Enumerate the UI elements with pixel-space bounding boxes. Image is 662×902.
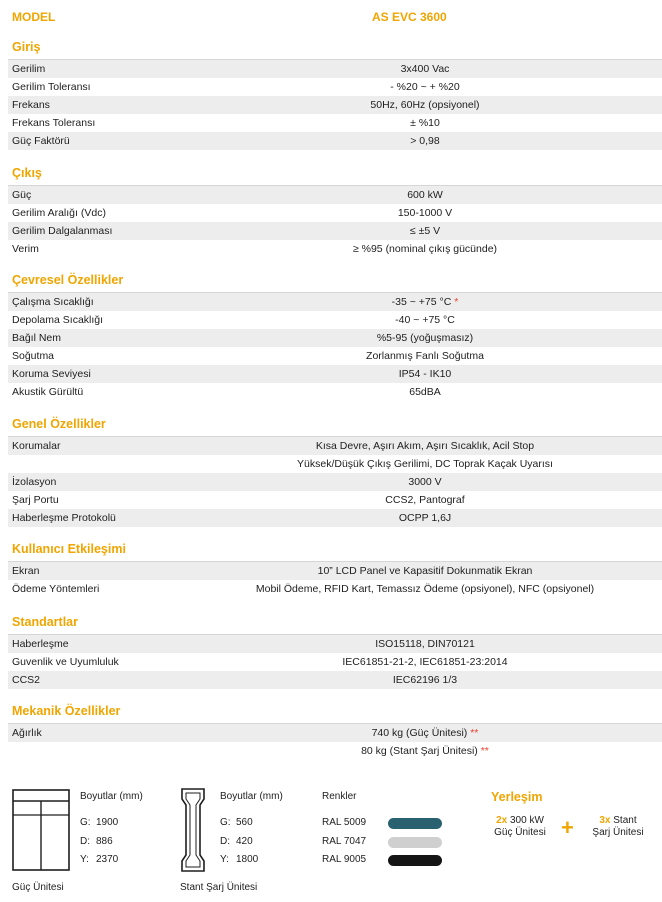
spec-value: Mobil Ödeme, RFID Kart, Temassız Ödeme (opsiyonel), NFC (opsiyonel) <box>255 583 595 595</box>
spec-row <box>8 455 662 473</box>
plus-icon: + <box>561 815 574 840</box>
spec-row <box>8 311 662 329</box>
spec-label: Depolama Sıcaklığı <box>12 314 104 326</box>
section-title: Kullanıcı Etkileşimi <box>12 542 126 556</box>
power-unit-name: Güç Ünitesi <box>12 882 64 893</box>
spec-value: Zorlanmış Fanlı Soğutma <box>366 350 484 362</box>
placement-title: Yerleşim <box>491 790 543 804</box>
spec-value: IEC61851-21-2, IEC61851-23:2014 <box>342 656 508 668</box>
spec-value: Yüksek/Düşük Çıkış Gerilimi, DC Toprak Kaçak Uyarısı <box>297 458 553 470</box>
section-title: Mekanik Özellikler <box>12 704 121 718</box>
model-label: MODEL <box>12 10 56 24</box>
spec-value: ± %10 <box>410 117 440 129</box>
spec-label: CCS2 <box>12 674 41 686</box>
spec-row <box>8 293 662 311</box>
spec-value: 10” LCD Panel ve Kapasitif Dokunmatik Ekran <box>317 565 533 577</box>
spec-label: Gerilim Dalgalanması <box>12 225 113 237</box>
spec-row <box>8 365 662 383</box>
stand-unit-icon <box>178 787 208 873</box>
spec-label: Ağırlık <box>12 727 42 739</box>
spec-row <box>8 240 662 258</box>
colors-title: Renkler <box>322 791 357 802</box>
spec-label: Akustik Gürültü <box>12 386 84 398</box>
color-swatch-1 <box>388 818 442 829</box>
spec-row <box>8 473 662 491</box>
spec-row <box>8 204 662 222</box>
spec-row <box>8 96 662 114</box>
spec-label: Verim <box>12 243 39 255</box>
spec-row <box>8 132 662 150</box>
color-label-2: RAL 7047 <box>322 836 367 847</box>
spec-value: OCPP 1,6J <box>398 512 452 524</box>
spec-value: 600 kW <box>407 189 443 201</box>
spec-row <box>8 347 662 365</box>
spec-row <box>8 78 662 96</box>
spec-value: ≥ %95 (nominal çıkış gücünde) <box>352 243 498 255</box>
spec-row <box>8 580 662 598</box>
spec-row <box>8 383 662 401</box>
placement-stand: 3x Stant Şarj Ünitesi <box>592 815 644 838</box>
footnote-mark: ** <box>480 745 489 757</box>
spec-label: Gerilim Aralığı (Vdc) <box>12 207 106 219</box>
spec-label: İzolasyon <box>12 476 57 488</box>
spec-row <box>8 437 662 455</box>
spec-label: Şarj Portu <box>12 494 59 506</box>
stand-unit-name: Stant Şarj Ünitesi <box>180 882 258 893</box>
stand-dim-y: Y: 1800 <box>220 854 259 865</box>
spec-row <box>8 742 662 760</box>
spec-value: ≤ ±5 V <box>409 225 441 237</box>
stand-dim-g: G: 560 <box>220 817 253 828</box>
spec-value: CCS2, Pantograf <box>385 494 465 506</box>
spec-label: Ekran <box>12 565 40 577</box>
color-label-3: RAL 9005 <box>322 854 367 865</box>
spec-value: 3000 V <box>408 476 442 488</box>
spec-label: Korumalar <box>12 440 61 452</box>
spec-label: Gerilim <box>12 63 46 75</box>
spec-label: Soğutma <box>12 350 55 362</box>
spec-label: Haberleşme <box>12 638 69 650</box>
spec-value: %5-95 (yoğuşmasız) <box>376 332 474 344</box>
section-title: Giriş <box>12 40 41 54</box>
power-dim-d: D: 886 <box>80 836 113 847</box>
model-value: AS EVC 3600 <box>372 10 447 24</box>
section-title: Çıkış <box>12 166 42 180</box>
section-title: Çevresel Özellikler <box>12 273 124 287</box>
color-label-1: RAL 5009 <box>322 817 367 828</box>
spec-label: Ödeme Yöntemleri <box>12 583 100 595</box>
spec-label: Güç <box>12 189 32 201</box>
stand-dims-title: Boyutlar (mm) <box>220 791 283 802</box>
spec-label: Çalışma Sıcaklığı <box>12 296 94 308</box>
bottom-panel <box>0 775 662 902</box>
spec-value: 80 kg (Stant Şarj Ünitesi) ** <box>361 745 489 757</box>
spec-value: -40 ~ +75 °C <box>395 314 455 326</box>
spec-value: 3x400 Vac <box>400 63 450 75</box>
spec-value: ISO15118, DIN70121 <box>375 638 475 650</box>
spec-value: 65dBA <box>409 386 441 398</box>
section-title: Standartlar <box>12 615 78 629</box>
power-dim-g: G: 1900 <box>80 817 119 828</box>
stand-dim-d: D: 420 <box>220 836 253 847</box>
spec-value: IP54 - IK10 <box>398 368 452 380</box>
power-dim-y: Y: 2370 <box>80 854 119 865</box>
spec-value: 50Hz, 60Hz (opsiyonel) <box>370 99 480 111</box>
power-unit-icon <box>12 789 70 871</box>
color-swatch-2 <box>388 837 442 848</box>
spec-label: Guvenlik ve Uyumluluk <box>12 656 119 668</box>
spec-label: Güç Faktörü <box>12 135 70 147</box>
spec-row <box>8 635 662 653</box>
spec-row <box>8 186 662 204</box>
spec-value: - %20 ~ + %20 <box>390 81 460 93</box>
footnote-mark: * <box>454 296 459 308</box>
spec-value: > 0,98 <box>410 135 440 147</box>
spec-value: 740 kg (Güç Ünitesi) ** <box>371 727 479 739</box>
spec-row <box>8 671 662 689</box>
spec-row <box>8 329 662 347</box>
spec-label: Bağıl Nem <box>12 332 62 344</box>
color-swatch-3 <box>388 855 442 866</box>
spec-label: Gerilim Toleransı <box>12 81 91 93</box>
spec-row <box>8 724 662 742</box>
spec-value: 150-1000 V <box>397 207 453 219</box>
model-row <box>0 0 662 30</box>
section-title: Genel Özellikler <box>12 417 106 431</box>
spec-value: Kısa Devre, Aşırı Akım, Aşırı Sıcaklık, Acil Stop <box>315 440 535 452</box>
spec-row <box>8 222 662 240</box>
spec-row <box>8 114 662 132</box>
spec-row <box>8 562 662 580</box>
power-dims-title: Boyutlar (mm) <box>80 791 143 802</box>
spec-label: Koruma Seviyesi <box>12 368 91 380</box>
spec-label: Frekans Toleransı <box>12 117 96 129</box>
spec-label: Haberleşme Protokolü <box>12 512 116 524</box>
placement-power: 2x 300 kW Güç Ünitesi <box>494 815 546 838</box>
spec-label: Frekans <box>12 99 50 111</box>
footnote-mark: ** <box>470 727 479 739</box>
spec-value: IEC62196 1/3 <box>392 674 458 686</box>
spec-row <box>8 60 662 78</box>
spec-value: -35 ~ +75 °C * <box>391 296 459 308</box>
spec-row <box>8 509 662 527</box>
spec-row <box>8 653 662 671</box>
spec-row <box>8 491 662 509</box>
